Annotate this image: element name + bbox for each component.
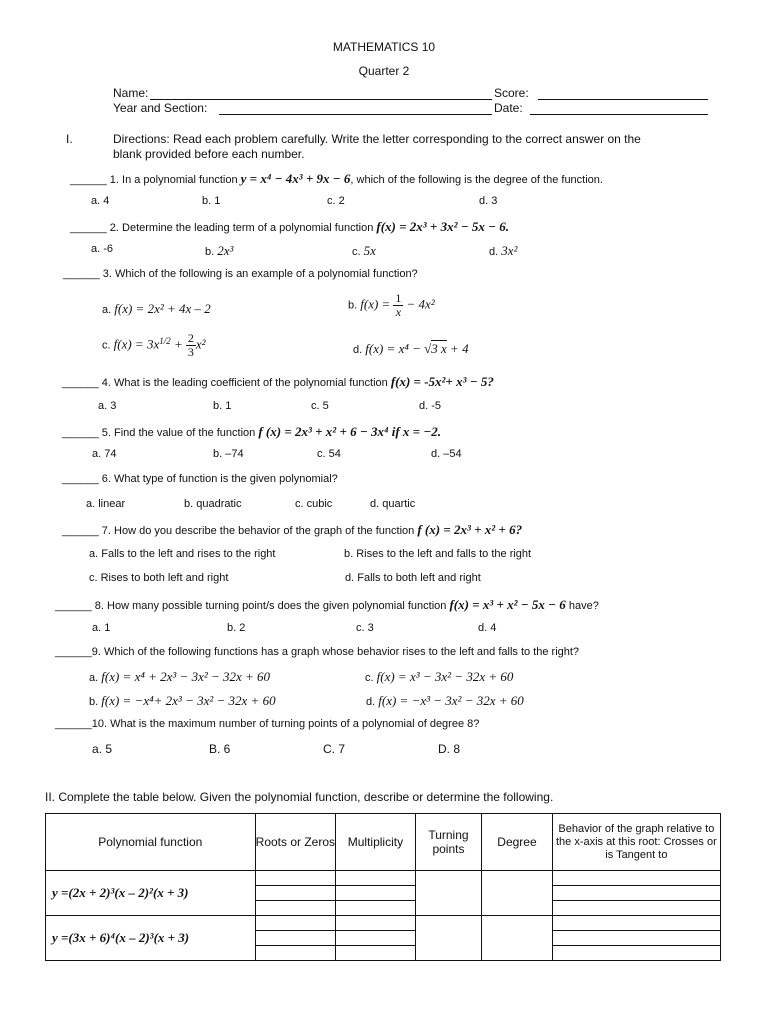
answer-blank[interactable]: ______ — [62, 427, 99, 439]
question-text: 3. Which of the following is an example of a polynomial function? — [102, 268, 418, 280]
q6-option-d: d. quartic — [370, 498, 416, 510]
option-expression: f(x) = x³ − 3x² − 32x + 60 — [376, 669, 514, 684]
col-header-behavior: Behavior of the graph relative to the x-axis at this root: Crosses or is Tangent to — [552, 814, 720, 871]
option-expression-prefix: f(x) = 3x — [113, 336, 160, 352]
option-label: d. — [489, 246, 499, 258]
answer-blank[interactable]: ______ — [55, 718, 92, 730]
question-8 — [55, 597, 599, 613]
q2-option-b — [205, 243, 233, 259]
table-row — [46, 871, 721, 916]
q10-option-b: B. 6 — [209, 742, 231, 756]
q3-option-c — [102, 332, 206, 359]
q10-option-d: D. 8 — [438, 742, 461, 756]
option-expression-prefix: f(x) = — [360, 296, 391, 312]
question-text: 7. How do you describe the behavior of the graph of the function — [101, 525, 415, 537]
date-field[interactable] — [530, 114, 708, 115]
col-header-turning-points: Turning points — [415, 814, 481, 871]
fraction — [186, 332, 196, 359]
q4-option-c: c. 5 — [311, 400, 329, 412]
q1-option-d: d. 3 — [479, 195, 498, 207]
q5-option-d: d. –54 — [431, 448, 462, 460]
q2-option-c — [352, 243, 376, 259]
degree-cell[interactable] — [482, 916, 553, 961]
question-5 — [62, 424, 441, 440]
option-label: c. — [365, 672, 374, 684]
q9-option-c — [365, 669, 513, 685]
answer-blank[interactable]: ______ — [70, 222, 107, 234]
q9-option-a — [89, 669, 270, 685]
question-expression: f (x) = 2x³ + x² + 6 − 3x⁴ if x = −2. — [258, 424, 441, 439]
q8-option-b: b. 2 — [227, 622, 246, 634]
polynomial-expression: y =(3x + 6)⁴(x – 2)³(x + 3) — [52, 930, 190, 945]
multiplicity-cell[interactable] — [336, 871, 416, 916]
col-header-multiplicity: Multiplicity — [336, 814, 416, 871]
question-6 — [62, 473, 338, 485]
multiplicity-cell[interactable] — [336, 916, 416, 961]
degree-cell[interactable] — [482, 871, 553, 916]
q3-option-a — [102, 301, 211, 317]
q9-option-b — [89, 693, 276, 709]
turning-points-cell[interactable] — [415, 916, 481, 961]
plus-sign: + — [170, 336, 183, 352]
q8-option-d: d. 4 — [478, 622, 497, 634]
question-3 — [63, 268, 418, 280]
question-4 — [62, 374, 494, 390]
question-text: 5. Find the value of the function — [101, 427, 256, 439]
option-expression: 3x² — [501, 243, 518, 258]
option-label: a. — [89, 672, 99, 684]
q2-option-a: a. -6 — [91, 243, 114, 255]
answer-blank[interactable]: ______ — [62, 525, 99, 537]
option-expression: f(x) = −x³ − 3x² − 32x + 60 — [378, 693, 524, 708]
part1-numeral: I. — [66, 132, 73, 146]
q3-option-d — [353, 341, 469, 357]
question-expression: y = x⁴ − 4x³ + 9x − 6 — [240, 171, 351, 186]
question-expression: f(x) = x³ + x² − 5x − 6 — [449, 597, 566, 612]
option-expression-suffix: − 4x² — [406, 296, 435, 312]
q6-option-c: c. cubic — [295, 498, 333, 510]
question-expression: f(x) = -5x²+ x³ − 5? — [390, 374, 494, 389]
option-expression-suffix: + 4 — [446, 341, 469, 356]
col-header-degree: Degree — [482, 814, 553, 871]
radicand: 3 x — [431, 341, 447, 356]
radical-sign: √ — [424, 341, 432, 356]
question-9 — [55, 646, 579, 658]
q1-option-b: b. 1 — [202, 195, 221, 207]
answer-blank[interactable]: ______ — [62, 473, 99, 485]
year-section-field[interactable] — [219, 114, 492, 115]
option-expression: f(x) = −x⁴+ 2x³ − 3x² − 32x + 60 — [101, 693, 276, 708]
question-text: 4. What is the leading coefficient of the polynomial function — [101, 377, 388, 389]
question-text-cont: have? — [568, 600, 599, 612]
q1-option-c: c. 2 — [327, 195, 345, 207]
q4-option-b: b. 1 — [213, 400, 232, 412]
question-text: 10. What is the maximum number of turning points of a polynomial of degree 8? — [91, 718, 480, 730]
score-label: Score: — [494, 86, 529, 100]
answer-blank[interactable]: ______ — [63, 268, 100, 280]
fraction-denominator: 3 — [187, 345, 194, 359]
option-expression: f(x) = x⁴ + 2x³ − 3x² − 32x + 60 — [101, 669, 271, 684]
directions-line1: Directions: Read each problem carefully. Write the letter corresponding to the correct answer on the — [113, 132, 641, 146]
turning-points-cell[interactable] — [415, 871, 481, 916]
table-header-row — [46, 814, 721, 871]
question-text: 8. How many possible turning point/s does the given polynomial function — [94, 600, 447, 612]
option-label: c. — [352, 246, 361, 258]
q10-option-a: a. 5 — [92, 742, 113, 756]
answer-blank[interactable]: ______ — [70, 174, 107, 186]
answer-table — [45, 813, 721, 961]
quarter-label: Quarter 2 — [358, 64, 410, 78]
q2-option-d — [489, 243, 517, 259]
option-label: d. — [366, 696, 376, 708]
q9-option-d — [366, 693, 524, 709]
q5-option-b: b. –74 — [213, 448, 244, 460]
question-text: 9. Which of the following functions has a graph whose behavior rises to the left and falls to the right? — [91, 646, 580, 658]
behavior-cell[interactable] — [552, 916, 720, 961]
option-label: a. — [102, 304, 112, 316]
option-label: b. — [348, 299, 358, 312]
option-expression: 5x — [363, 243, 376, 258]
q6-option-b: b. quadratic — [184, 498, 242, 510]
option-label: c. — [102, 339, 111, 352]
behavior-cell[interactable] — [552, 871, 720, 916]
question-10 — [55, 718, 479, 730]
option-label: b. — [89, 696, 99, 708]
q8-option-a: a. 1 — [92, 622, 111, 634]
q4-option-a: a. 3 — [98, 400, 117, 412]
polynomial-cell — [46, 916, 256, 961]
answer-blank[interactable]: ______ — [62, 377, 99, 389]
question-text: 1. In a polynomial function — [109, 174, 238, 186]
q4-option-d: d. -5 — [419, 400, 442, 412]
q6-option-a: a. linear — [86, 498, 126, 510]
question-1 — [70, 171, 603, 187]
q7-option-b: b. Rises to the left and falls to the right — [344, 548, 532, 560]
option-label: b. — [205, 246, 215, 258]
directions-line2: blank provided before each number. — [113, 147, 305, 161]
roots-cell[interactable] — [255, 916, 336, 961]
worksheet-title: MATHEMATICS 10 — [332, 40, 436, 54]
fraction — [393, 292, 403, 319]
question-2 — [70, 219, 509, 235]
answer-blank[interactable]: ______ — [55, 646, 92, 658]
question-expression: f (x) = 2x³ + x² + 6? — [417, 522, 523, 537]
question-text-cont: , which of the following is the degree of the function. — [350, 174, 603, 186]
polynomial-cell — [46, 871, 256, 916]
q5-option-a: a. 74 — [92, 448, 117, 460]
name-field[interactable] — [150, 99, 492, 100]
q7-option-d: d. Falls to both left and right — [345, 572, 481, 584]
roots-cell[interactable] — [255, 871, 336, 916]
fraction-numerator: 2 — [187, 331, 194, 345]
part2-instructions: II. Complete the table below. Given the polynomial function, describe or determine the following. — [45, 790, 554, 804]
year-section-label: Year and Section: — [113, 101, 208, 115]
q8-option-c: c. 3 — [356, 622, 374, 634]
col-header-roots: Roots or Zeros — [255, 814, 336, 871]
answer-blank[interactable]: ______ — [55, 600, 92, 612]
question-expression: f(x) = 2x³ + 3x² − 5x − 6. — [376, 219, 509, 234]
table-row — [46, 916, 721, 961]
q7-option-c: c. Rises to both left and right — [89, 572, 229, 584]
q10-option-c: C. 7 — [323, 742, 346, 756]
question-text: 2. Determine the leading term of a polynomial function — [109, 222, 374, 234]
option-expression: 2x³ — [217, 243, 234, 258]
q3-option-b — [348, 292, 435, 319]
question-7 — [62, 522, 522, 538]
polynomial-expression: y =(2x + 2)³(x – 2)²(x + 3) — [52, 885, 189, 900]
q1-option-a: a. 4 — [91, 195, 110, 207]
option-label: d. — [353, 344, 363, 356]
question-text: 6. What type of function is the given polynomial? — [101, 473, 338, 485]
date-label: Date: — [494, 101, 523, 115]
name-label: Name: — [113, 86, 149, 100]
option-expression: f(x) = 2x² + 4x – 2 — [114, 301, 211, 316]
q5-option-c: c. 54 — [317, 448, 341, 460]
option-expression-suffix: x² — [195, 336, 206, 352]
score-field[interactable] — [538, 99, 708, 100]
option-expression-prefix: f(x) = x⁴ − — [365, 341, 425, 356]
q7-option-a: a. Falls to the left and rises to the right — [89, 548, 276, 560]
col-header-polynomial: Polynomial function — [46, 814, 256, 871]
fraction-numerator: 1 — [395, 291, 402, 305]
exponent: 1/2 — [159, 335, 171, 346]
fraction-denominator: x — [395, 305, 402, 319]
